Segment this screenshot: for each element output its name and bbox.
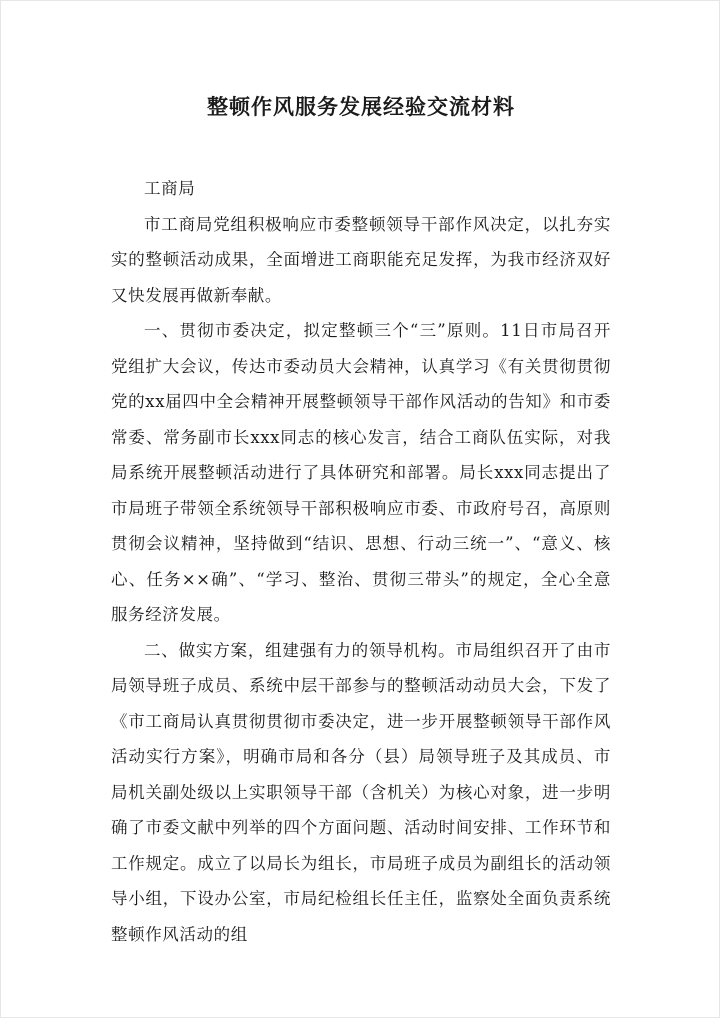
paragraph-section-2: 二、做实方案，组建强有力的领导机构。市局组织召开了由市局领导班子成员、系统中层干部参与的整顿活动动员大会，下发了《市工商局认真贯彻贯彻市委决定，进一步开展整顿领导干部作风活动实行方案》，明确市局和各分（县）局领导班子及其成员、市局机关副处级以上实职领导干部（含机关）为核心对象，进一步明确了市委文献中列举的四个方面问题、活动时间安排、工作环节和工作规定。成立了以局长为组长，市局班子成员为副组长的活动领导小组，下设办公室，市局纪检组长任主任，监察处全面负责系统整顿作风活动的组	[111, 640, 611, 944]
document-title: 整顿作风服务发展经验交流材料	[207, 94, 515, 119]
author-line: 工商局	[144, 179, 196, 198]
paragraph-section-1: 一、贯彻市委决定，拟定整顿三个“三”原则。11日市局召开党组扩大会议，传达市委动员大会精神，认真学习《有关贯彻贯彻党的xx届四中全会精神开展整顿领导干部作风活动的告知》和市委常委、常务副市长xxx同志的核心发言，结合工商队伍实际，对我局系统开展整顿活动进行了具体研究和部署。局长xxx同志提出了市局班子带领全系统领导干部积极响应市委、市政府号召，高原则贯彻会议精神，坚持做到“结识、思想、行动三统一”、“意义、核心、任务××确”、“学习、整治、贯彻三带头”的规定，全心全意服务经济发展。	[111, 321, 611, 624]
paragraph-intro: 市工商局党组积极响应市委整顿领导干部作风决定，以扎夯实实的整顿活动成果，全面增进工商职能充足发挥，为我市经济双好又快发展再做新奉献。	[111, 214, 611, 305]
document-body	[111, 171, 611, 952]
